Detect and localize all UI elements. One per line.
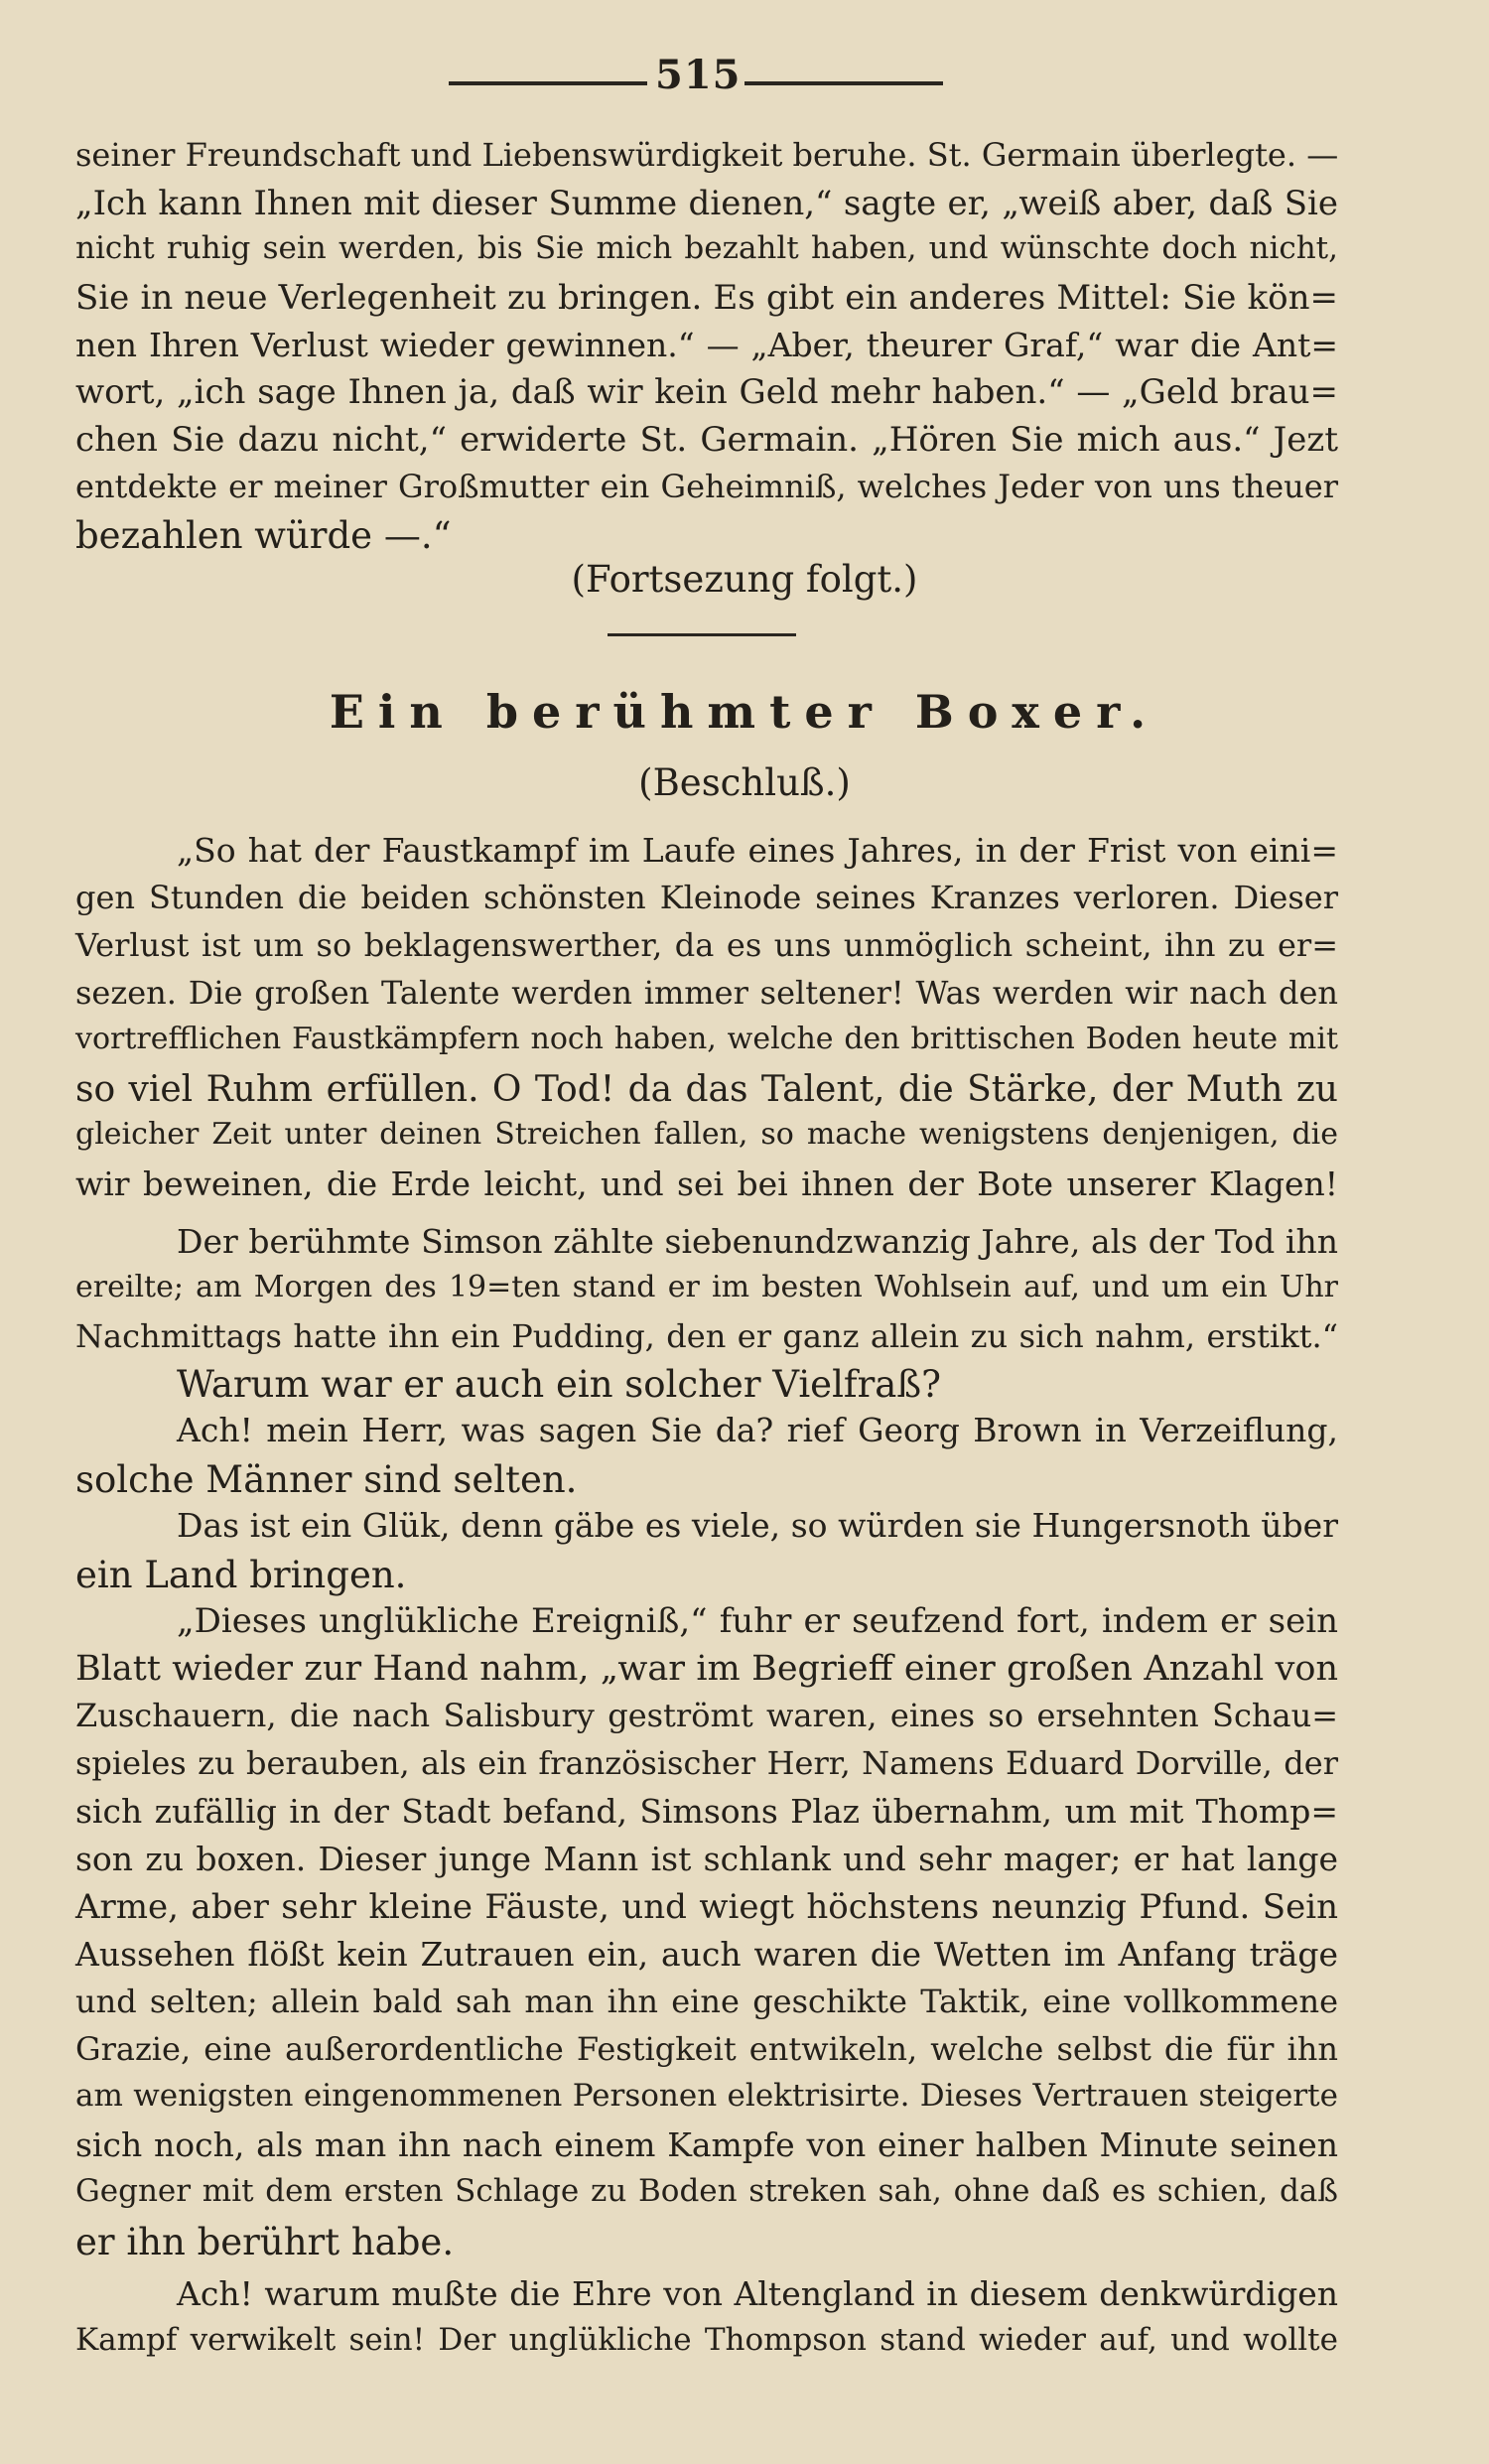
text-line: Nachmittags hatte ihn ein Pudding, den er ganz allein zu sich nahm, erstikt.“	[75, 1317, 1338, 1355]
text-line: Der berühmte Simson zählte siebenundzwanzig Jahre, als der Tod ihn	[177, 1222, 1338, 1261]
text-line: Ach! mein Herr, was sagen Sie da? rief Georg Brown in Verzeiflung,	[177, 1411, 1338, 1449]
header-rule-left	[449, 81, 647, 85]
text-line: Sie in neue Verlegenheit zu bringen. Es gibt ein anderes Mittel: Sie kön=	[75, 278, 1338, 318]
text-line: Ach! warum mußte die Ehre von Altengland in diesem denkwürdigen	[177, 2274, 1338, 2313]
text-line: „Ich kann Ihnen mit dieser Summe dienen,“ sagte er, „weiß aber, daß Sie	[75, 184, 1338, 223]
text-line: vortrefflichen Faustkämpfern noch haben, welche den brittischen Boden heute mit	[75, 1022, 1338, 1056]
text-line: wir beweinen, die Erde leicht, und sei bei ihnen der Bote unserer Klagen!	[75, 1164, 1338, 1203]
article-subtitle: (Beschluß.)	[638, 761, 851, 804]
text-line: Gegner mit dem ersten Schlage zu Boden streken sah, ohne daß es schien, daß	[75, 2173, 1338, 2209]
text-line: Arme, aber sehr kleine Fäuste, und wiegt höchstens neunzig Pfund. Sein	[75, 1887, 1338, 1927]
text-line: Blatt wieder zur Hand nahm, „war im Begrieff einer großen Anzahl von	[75, 1649, 1338, 1689]
continuation-note: (Fortsezung folgt.)	[571, 558, 918, 601]
text-line: son zu boxen. Dieser junge Mann ist schlank und sehr mager; er hat lange	[75, 1840, 1338, 1878]
text-line: „Dieses unglükliche Ereigniß,“ fuhr er seufzend fort, indem er sein	[177, 1601, 1338, 1641]
text-line: Warum war er auch ein solcher Vielfraß?	[177, 1363, 941, 1406]
text-line: Kampf verwikelt sein! Der unglükliche Thompson stand wieder auf, und wollte	[75, 2322, 1338, 2358]
text-line: Zuschauern, die nach Salisbury geströmt waren, eines so ersehnten Schau=	[75, 1697, 1338, 1734]
text-line: er ihn berührt habe.	[75, 2221, 455, 2263]
page-header	[0, 52, 1489, 111]
text-line: und selten; allein bald sah man ihn eine geschikte Taktik, eine vollkommene	[75, 1983, 1338, 2020]
text-line: „So hat der Faustkampf im Laufe eines Jahres, in der Frist von eini=	[177, 831, 1338, 870]
article-title: Ein berühmter Boxer.	[329, 685, 1160, 739]
text-line: nen Ihren Verlust wieder gewinnen.“ — „Aber, theurer Graf,“ war die Ant=	[75, 326, 1338, 364]
text-line: nicht ruhig sein werden, bis Sie mich bezahlt haben, und wünschte doch nicht,	[75, 230, 1338, 266]
text-line: spieles zu berauben, als ein französischer Herr, Namens Eduard Dorville, der	[75, 1744, 1338, 1782]
text-line: am wenigsten eingenommenen Personen elektrisirte. Dieses Vertrauen steigerte	[75, 2078, 1338, 2114]
text-line: sich zufällig in der Stadt befand, Simsons Plaz übernahm, um mit Thomp=	[75, 1792, 1338, 1831]
text-line: seiner Freundschaft und Liebenswürdigkeit beruhe. St. Germain überlegte. —	[75, 136, 1339, 174]
text-line: ein Land bringen.	[75, 1554, 407, 1596]
text-line: solche Männer sind selten.	[75, 1458, 578, 1501]
header-rule-right	[744, 81, 943, 85]
text-line: Grazie, eine außerordentliche Festigkeit entwikeln, welche selbst die für ihn	[75, 2030, 1338, 2068]
text-line: Verlust ist um so beklagenswerther, da es uns unmöglich scheint, ihn zu er=	[75, 926, 1338, 964]
text-line: bezahlen würde —.“	[75, 514, 452, 557]
text-line: Aussehen flößt kein Zutrauen ein, auch waren die Wetten im Anfang träge	[75, 1935, 1338, 1974]
text-line: Das ist ein Glük, denn gäbe es viele, so würden sie Hungersnoth über	[177, 1506, 1338, 1545]
text-line: gen Stunden die beiden schönsten Kleinode seines Kranzes verloren. Dieser	[75, 879, 1338, 916]
text-line: entdekte er meiner Großmutter ein Geheimniß, welches Jeder von uns theuer	[75, 468, 1338, 505]
text-line: ereilte; am Morgen des 19=ten stand er im besten Wohlsein auf, und um ein Uhr	[75, 1270, 1338, 1304]
text-line: chen Sie dazu nicht,“ erwiderte St. Germain. „Hören Sie mich aus.“ Jezt	[75, 420, 1338, 460]
text-line: sezen. Die großen Talente werden immer seltener! Was werden wir nach den	[75, 974, 1338, 1012]
text-line: gleicher Zeit unter deinen Streichen fallen, so mache wenigstens denjenigen, die	[75, 1117, 1338, 1152]
section-divider	[608, 633, 796, 636]
page-number: 515	[655, 52, 742, 98]
text-line: sich noch, als man ihn nach einem Kampfe von einer halben Minute seinen	[75, 2125, 1338, 2164]
text-line: wort, „ich sage Ihnen ja, daß wir kein Geld mehr haben.“ — „Geld brau=	[75, 372, 1338, 412]
text-line: so viel Ruhm erfüllen. O Tod! da das Talent, die Stärke, der Muth zu	[75, 1069, 1338, 1110]
